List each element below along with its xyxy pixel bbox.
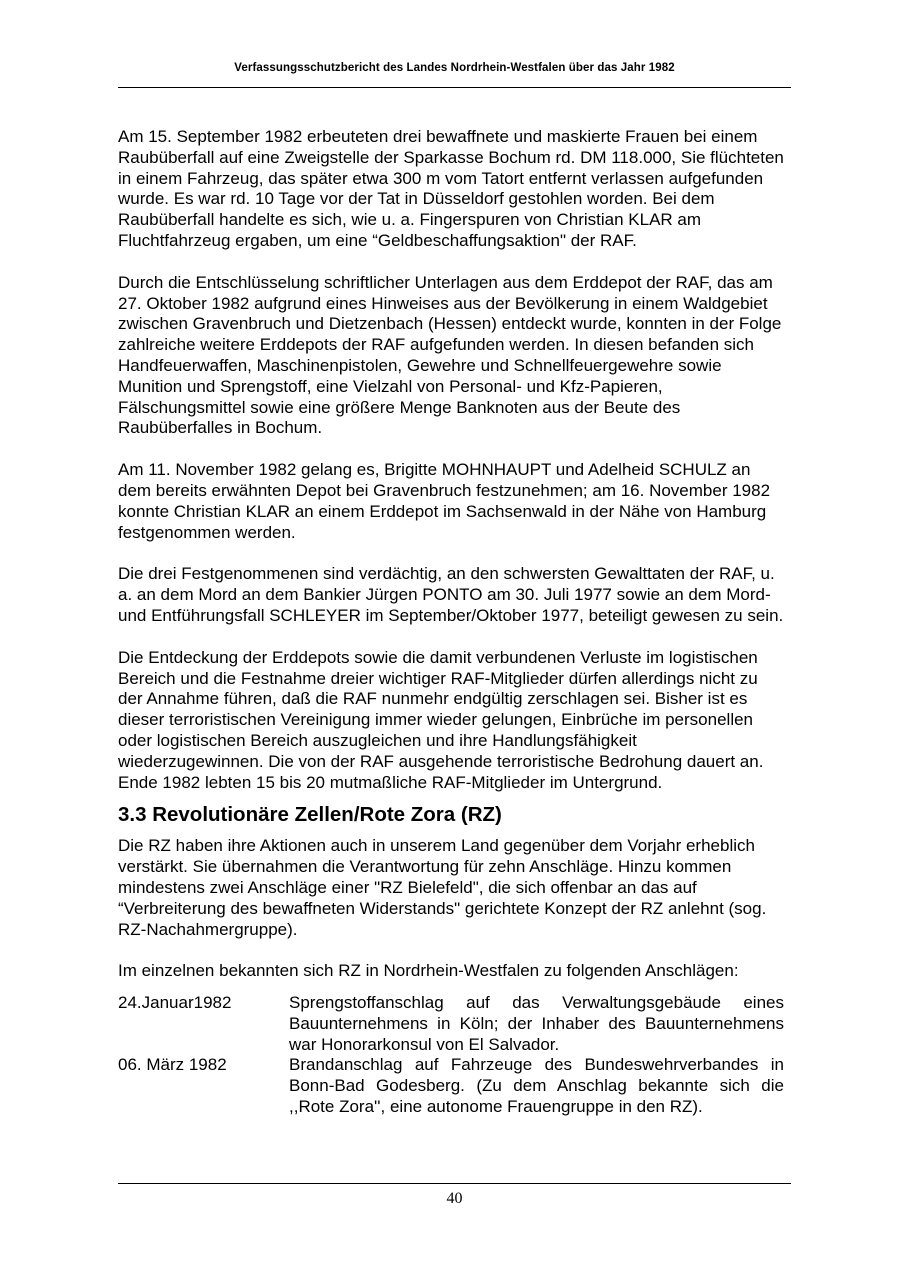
footer-divider: [118, 1183, 791, 1184]
section-paragraph: Die RZ haben ihre Aktionen auch in unserem Land gegenüber dem Vorjahr erheblich verstärkt. Sie übernahmen die Verantwortung für zehn Anschläge. Hinzu kommen mindestens zwei Anschläge einer "RZ Bielefeld", die sich offenbar an das auf “Verbreiterung des bewaffneten Widerstands" gerichtete Konzept der RZ anlehnt (sog. RZ-Nachahmergruppe).: [118, 836, 767, 939]
body-paragraph: Am 11. November 1982 gelang es, Brigitte MOHNHAUPT und Adelheid SCHULZ an dem bereits erwähnten Depot bei Gravenbruch festzunehmen; am 16. November 1982 konnte Christian KLAR an einem Erddepot im Sachsenwald in der Nähe von Hamburg festgenommen werden.: [118, 460, 771, 542]
page-number: 40: [446, 1190, 463, 1207]
attack-date: 06. März 1982: [118, 1055, 227, 1075]
body-paragraph: Am 15. September 1982 erbeuteten drei bewaffnete und maskierte Frauen bei einem Raubüberfall auf eine Zweigstelle der Sparkasse Bochum rd. DM 118.000, Sie flüchteten in einem Fahrzeug, das später etwa 300 m vom Tatort entfernt verlassen aufgefunden wurde. Es war rd. 10 Tage vor der Tat in Düsseldorf gestohlen worden. Bei dem Raubüberfall handelte es sich, wie u. a. Fingerspuren von Christian KLAR am Fluchtfahrzeug ergaben, um eine “Geldbeschaffungsaktion" der RAF.: [118, 127, 784, 250]
attack-date: 24.Januar1982: [118, 993, 232, 1013]
attack-entry: [118, 1055, 784, 1117]
body-paragraph: Die drei Festgenommenen sind verdächtig, an den schwersten Gewalttaten der RAF, u. a. an dem Mord an dem Bankier Jürgen PONTO am 30. Juli 1977 sowie an dem Mord- und Entführungsfall SCHLEYER im September/Oktober 1977, beteiligt gewesen zu sein.: [118, 564, 784, 625]
body-paragraph: Die Entdeckung der Erddepots sowie die damit verbundenen Verluste im logistischen Bereich und die Festnahme dreier wichtiger RAF-Mitglieder dürfen allerdings nicht zu der Annahme führen, daß die RAF nunmehr endgültig zerschlagen sei. Bisher ist es dieser terroristischen Vereinigung immer wieder gelungen, Einbrüche im personellen oder logistischen Bereich auszugleichen und ihre Handlungsfähigkeit wiederzugewinnen. Die von der RAF ausgehende terroristische Bedrohung dauert an. Ende 1982 lebten 15 bis 20 mutmaßliche RAF-Mitglieder im Untergrund.: [118, 647, 764, 792]
attack-list: [118, 993, 784, 1118]
section-heading: 3.3 Revolutionäre Zellen/Rote Zora (RZ): [118, 803, 502, 827]
body-paragraph: Durch die Entschlüsselung schriftlicher Unterlagen aus dem Erddepot der RAF, das am 27. Oktober 1982 aufgrund eines Hinweises aus der Bevölkerung in einem Waldgebiet zwischen Gravenbruch und Dietzenbach (Hessen) entdeckt wurde, konnten in der Folge zahlreiche weitere Erddepots der RAF aufgefunden werden. In diesen befanden sich Handfeuerwaffen, Maschinenpistolen, Gewehre und Schnellfeuergewehre sowie Munition und Sprengstoff, eine Vielzahl von Personal- und Kfz-Papieren, Fälschungsmittel sowie eine größere Menge Banknoten aus der Beute des Raubüberfalles in Bochum.: [118, 272, 782, 438]
attack-description: Brandanschlag auf Fahrzeuge des Bundeswehrverbandes in Bonn-Bad Godesberg. (Zu dem Anschlag bekannte sich die ,,Rote Zora'', eine autonome Frauengruppe in den RZ).: [289, 1055, 784, 1117]
section-paragraph: Im einzelnen bekannten sich RZ in Nordrhein-Westfalen zu folgenden Anschlägen:: [118, 961, 739, 981]
header-divider: [118, 87, 791, 88]
page-content: [118, 127, 784, 1118]
attack-description: Sprengstoffanschlag auf das Verwaltungsgebäude eines Bauunternehmens in Köln; der Inhaber des Bauunternehmens war Honorarkonsul von El Salvador.: [289, 993, 784, 1054]
attack-entry: [118, 993, 784, 1055]
running-header: Verfassungsschutzbericht des Landes Nordrhein-Westfalen über das Jahr 1982: [234, 62, 675, 74]
